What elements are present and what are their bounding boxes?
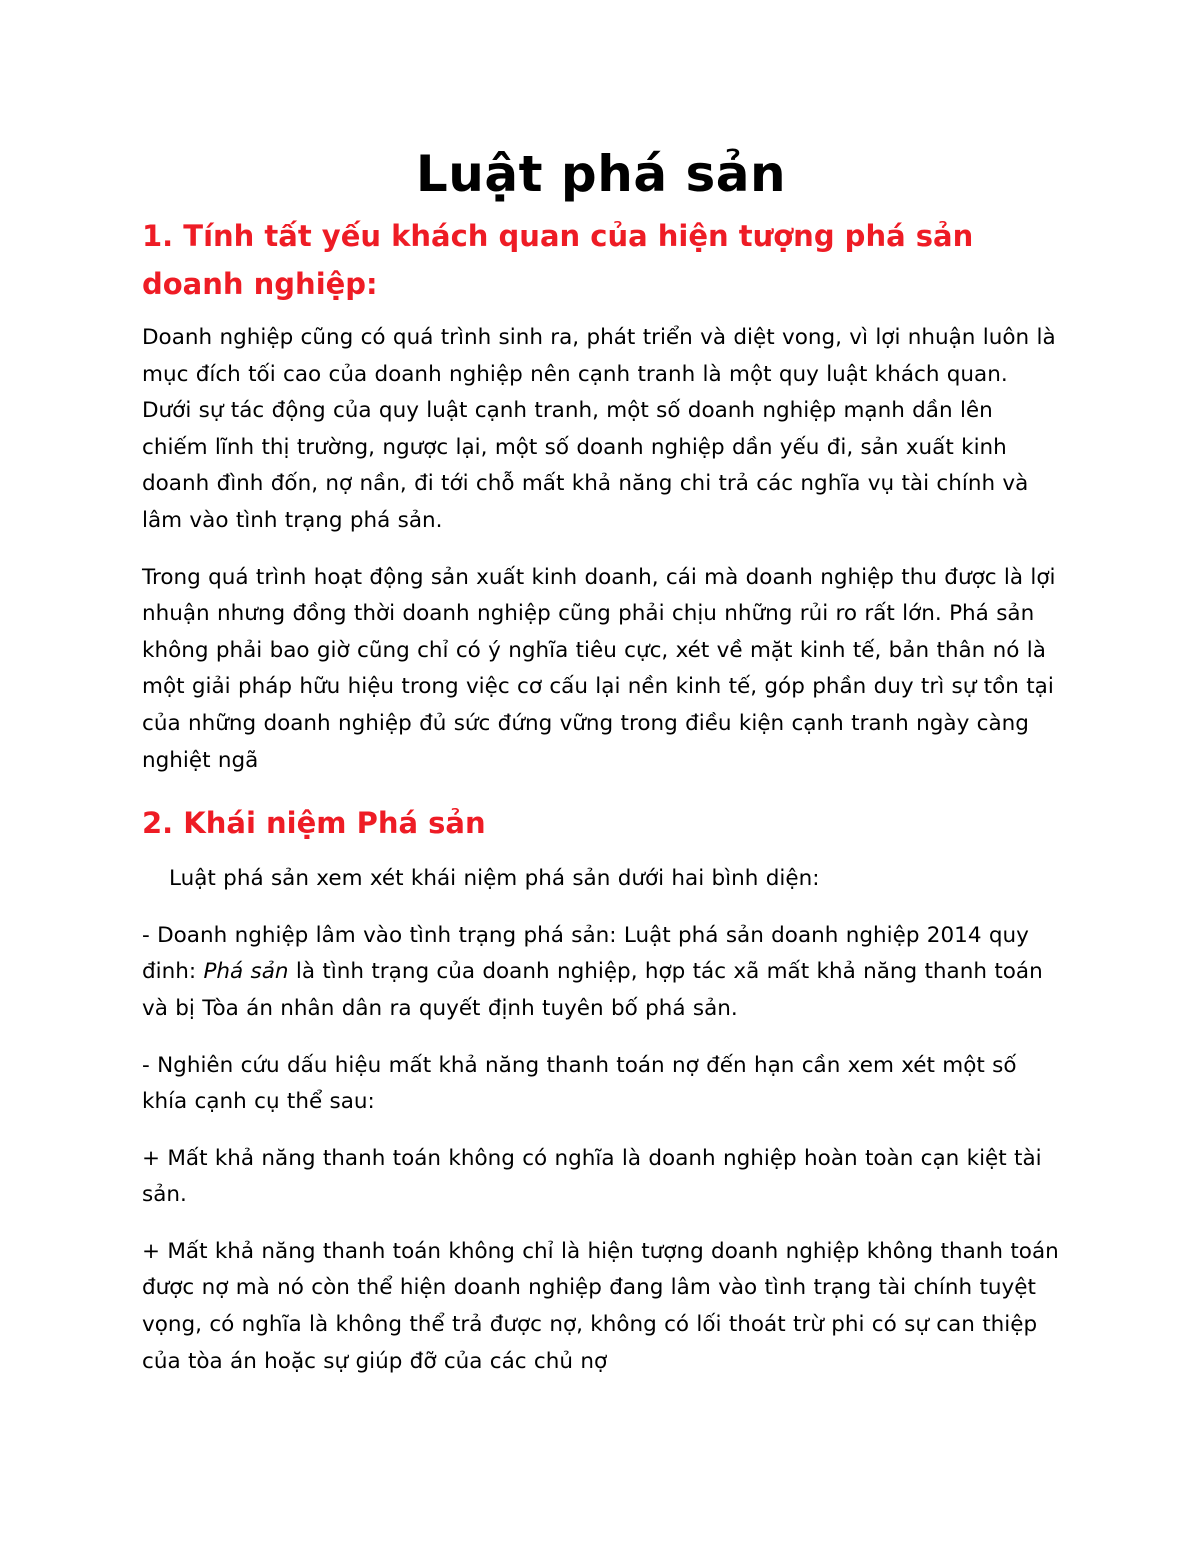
section-1-paragraph-1: Doanh nghiệp cũng có quá trình sinh ra, phát triển và diệt vong, vì lợi nhuận luôn là mục đích tối cao của doanh nghiệp nên cạnh tranh là một quy luật khách quan. Dưới sự tác động của quy luật cạnh tranh, một số doanh nghiệp mạnh dần lên chiếm lĩnh thị trường, ngược lại, một số doanh nghiệp dần yếu đi, sản xuất kinh doanh đình đốn, nợ nần, đi tới chỗ mất khả năng chi trả các nghĩa vụ tài chính và lâm vào tình trạng phá sản. [142,325,1056,533]
section-2-item-1-text-start: - Doanh nghiệp lâm vào tình trạng phá sản: Luật phá sản doanh nghiệp 2014 quy đinh: [142,922,1029,985]
section-2-item-1 [142,918,1060,1028]
section-2-item-1-italic-term: Phá sản [203,959,289,985]
section-2-intro: Luật phá sản xem xét khái niệm phá sản dưới hai bình diện: [169,866,820,892]
section-2-heading: 2. Khái niệm Phá sản [142,806,486,841]
section-2-item-3: + Mất khả năng thanh toán không có nghĩa là doanh nghiệp hoàn toàn cạn kiệt tài sản. [142,1145,1042,1208]
section-1-heading: 1. Tính tất yếu khách quan của hiện tượng phá sản doanh nghiệp: [142,219,974,301]
document-title: Luật phá sản [415,145,787,203]
section-1-paragraph-2: Trong quá trình hoạt động sản xuất kinh doanh, cái mà doanh nghiệp thu được là lợi nhuận nhưng đồng thời doanh nghiệp cũng phải chịu những rủi ro rất lớn. Phá sản không phải bao giờ cũng chỉ có ý nghĩa tiêu cực, xét về mặt kinh tế, bản thân nó là một giải pháp hữu hiệu trong việc cơ cấu lại nền kinh tế, góp phần duy trì sự tồn tại của những doanh nghiệp đủ sức đứng vững trong điều kiện cạnh tranh ngày càng nghiệt ngã [142,564,1056,773]
section-2-item-4: + Mất khả năng thanh toán không chỉ là hiện tượng doanh nghiệp không thanh toán được nợ mà nó còn thể hiện doanh nghiệp đang lâm vào tình trạng tài chính tuyệt vọng, có nghĩa là không thể trả được nợ, không có lối thoát trừ phi có sự can thiệp của tòa án hoặc sự giúp đỡ của các chủ nợ [142,1238,1059,1374]
section-2-item-2: - Nghiên cứu dấu hiệu mất khả năng thanh toán nợ đến hạn cần xem xét một số khía cạnh cụ thể sau: [142,1052,1017,1115]
section-2-item-1-text-end: là tình trạng của doanh nghiệp, hợp tác xã mất khả năng thanh toán và bị Tòa án nhân dân ra quyết định tuyên bố phá sản. [142,959,1043,1021]
